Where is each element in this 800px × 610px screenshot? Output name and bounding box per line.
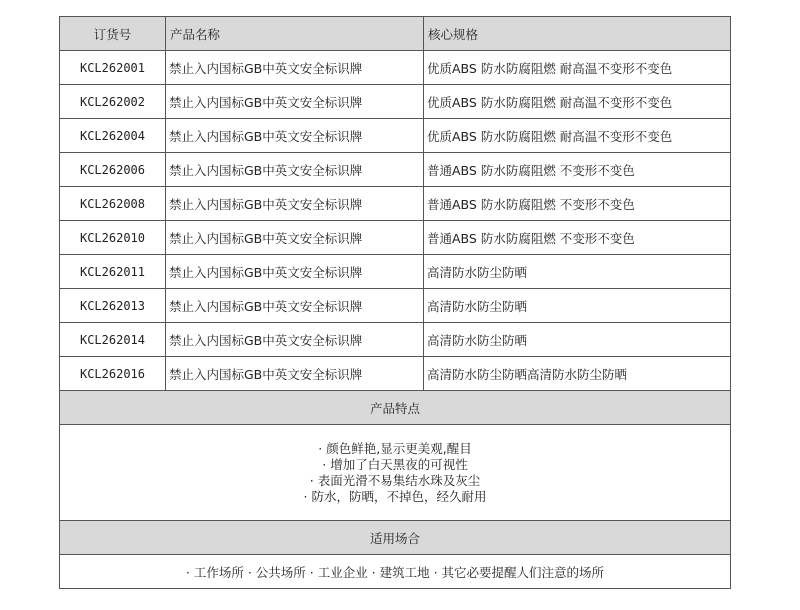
table-row [60,357,731,391]
header-core-spec: 核心规格 [424,17,731,51]
product-name-cell: 禁止入内国标GB中英文安全标识牌 [166,357,424,391]
applications-title: 适用场合 [60,521,731,555]
table-row [60,51,731,85]
product-name-cell: 禁止入内国标GB中英文安全标识牌 [166,51,424,85]
product-spec-table [59,16,731,589]
product-name-cell: 禁止入内国标GB中英文安全标识牌 [166,255,424,289]
order-no-cell: KCL262001 [60,51,166,85]
table-header-row [60,17,731,51]
product-name-cell: 禁止入内国标GB中英文安全标识牌 [166,221,424,255]
core-spec-cell: 优质ABS 防水防腐阻燃 耐高温不变形不变色 [424,119,731,153]
applications-title-row [60,521,731,555]
order-no-cell: KCL262008 [60,187,166,221]
order-no-cell: KCL262011 [60,255,166,289]
product-name-cell: 禁止入内国标GB中英文安全标识牌 [166,289,424,323]
core-spec-cell: 优质ABS 防水防腐阻燃 耐高温不变形不变色 [424,51,731,85]
features-title: 产品特点 [60,391,731,425]
feature-item: · 防水，防晒，不掉色，经久耐用 [303,488,487,504]
table-row [60,85,731,119]
table-row [60,221,731,255]
order-no-cell: KCL262014 [60,323,166,357]
product-name-cell: 禁止入内国标GB中英文安全标识牌 [166,187,424,221]
header-order-no: 订货号 [60,17,166,51]
order-no-cell: KCL262013 [60,289,166,323]
core-spec-cell: 高清防水防尘防晒 [424,323,731,357]
core-spec-cell: 高清防水防尘防晒高清防水防尘防晒 [424,357,731,391]
core-spec-cell: 普通ABS 防水防腐阻燃 不变形不变色 [424,221,731,255]
product-name-cell: 禁止入内国标GB中英文安全标识牌 [166,85,424,119]
order-no-cell: KCL262004 [60,119,166,153]
applications-row [60,555,731,589]
order-no-cell: KCL262006 [60,153,166,187]
features-title-row [60,391,731,425]
core-spec-cell: 普通ABS 防水防腐阻燃 不变形不变色 [424,187,731,221]
order-no-cell: KCL262010 [60,221,166,255]
table-row [60,153,731,187]
table-row [60,255,731,289]
core-spec-cell: 高清防水防尘防晒 [424,255,731,289]
core-spec-cell: 高清防水防尘防晒 [424,289,731,323]
table-row [60,289,731,323]
table-row [60,323,731,357]
table-row [60,187,731,221]
header-product-name: 产品名称 [166,17,424,51]
feature-item: · 增加了白天黑夜的可视性 [322,456,468,472]
product-name-cell: 禁止入内国标GB中英文安全标识牌 [166,153,424,187]
feature-item: · 表面光滑不易集结水珠及灰尘 [309,472,481,488]
features-list [60,425,731,521]
applications-text: · 工作场所 · 公共场所 · 工业企业 · 建筑工地 · 其它必要提醒人们注意的场所 [60,555,731,589]
features-row [60,425,731,521]
order-no-cell: KCL262002 [60,85,166,119]
order-no-cell: KCL262016 [60,357,166,391]
core-spec-cell: 普通ABS 防水防腐阻燃 不变形不变色 [424,153,731,187]
core-spec-cell: 优质ABS 防水防腐阻燃 耐高温不变形不变色 [424,85,731,119]
feature-item: · 颜色鲜艳,显示更美观,醒目 [318,440,472,456]
product-name-cell: 禁止入内国标GB中英文安全标识牌 [166,119,424,153]
table-row [60,119,731,153]
product-name-cell: 禁止入内国标GB中英文安全标识牌 [166,323,424,357]
